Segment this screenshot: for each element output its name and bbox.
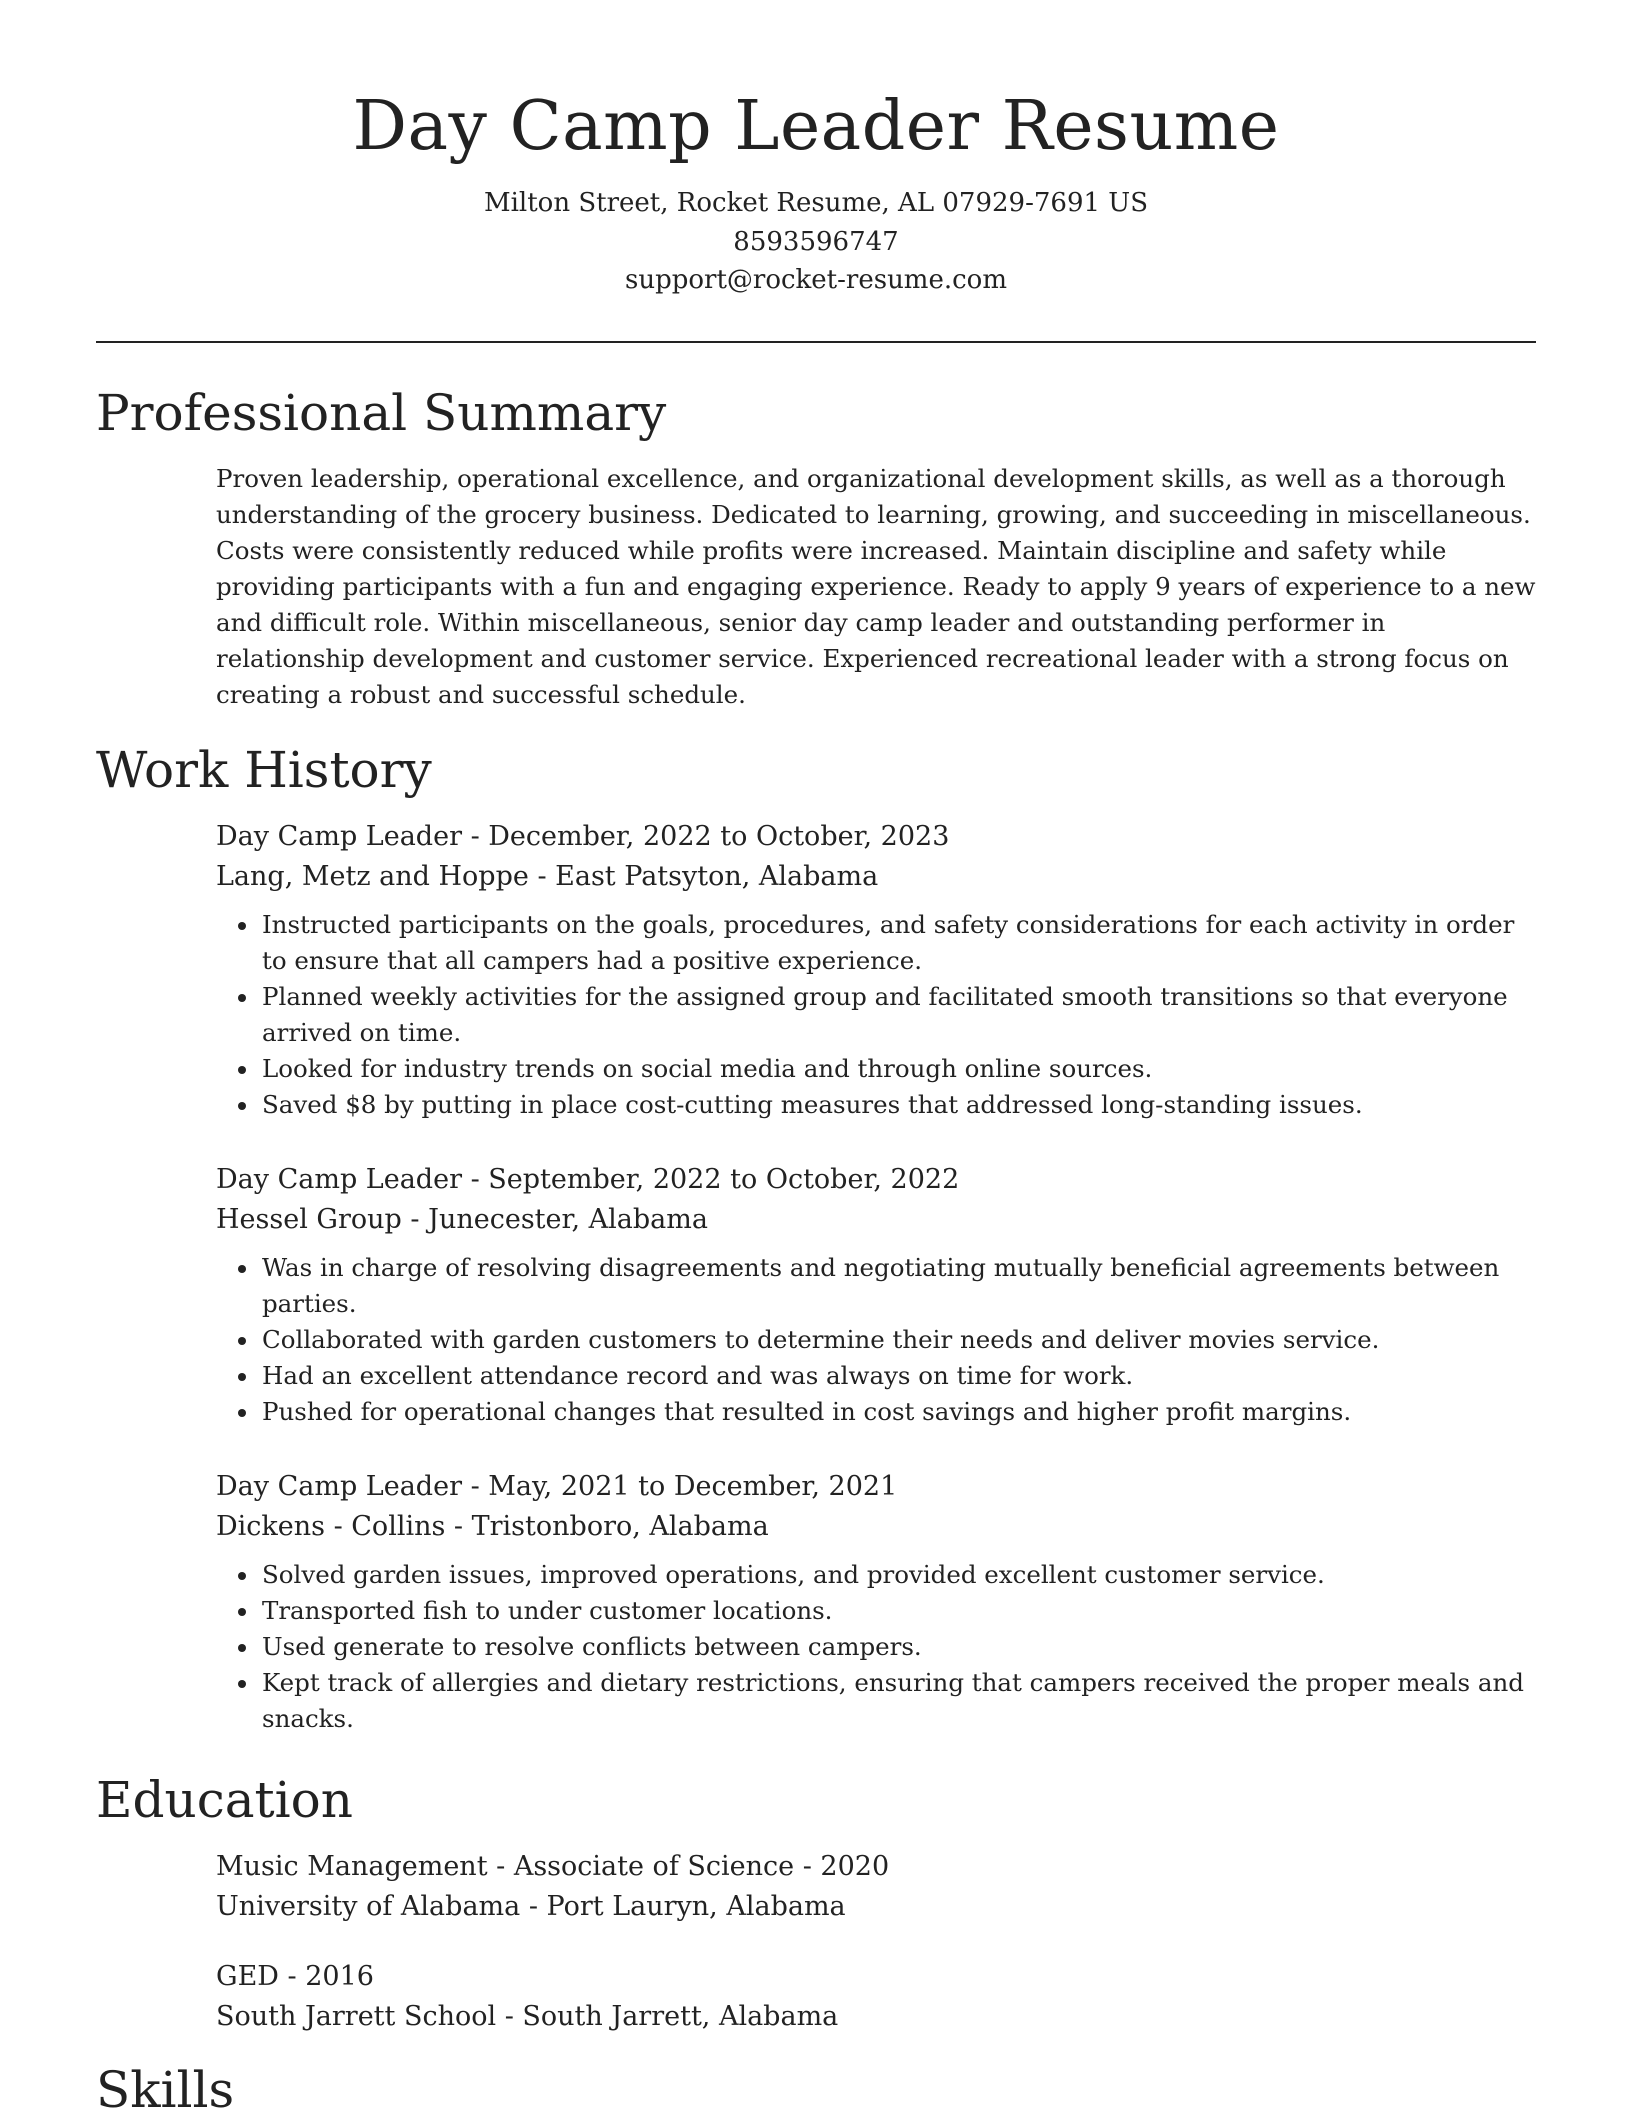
school-location: - South Jarrett, Alabama <box>496 2001 839 2032</box>
job-dates: - May, 2021 to December, 2021 <box>461 1471 898 1502</box>
job-company: Dickens - Collins <box>216 1511 446 1542</box>
job-title-line <box>216 1467 1536 1507</box>
degree-line <box>216 1847 1536 1887</box>
resume-title: Day Camp Leader Resume <box>352 87 1280 166</box>
job-location: - Junecester, Alabama <box>401 1204 708 1235</box>
list-item: • Instructed participants on the goals, procedures, and safety considerations for each activity in order to ensure that all campers had a positive experience. <box>260 907 1536 979</box>
list-item: • Solved garden issues, improved operations, and provided excellent customer service. <box>260 1557 1536 1593</box>
job-company: Lang, Metz and Hoppe <box>216 861 529 892</box>
job-role: Day Camp Leader <box>216 1164 462 1195</box>
list-item: • Looked for industry trends on social media and through online sources. <box>260 1051 1536 1087</box>
summary-text: Proven leadership, operational excellence, and organizational development skills, as well as a thorough understanding of the grocery business. Dedicated to learning, growing, and succeeding in miscellaneous. Costs were consistently reduced while profits were increased. Maintain discipline and safety while providing participants with a fun and engaging experience. Ready to apply 9 years of experience to a new and difficult role. Within miscellaneous, senior day camp leader and outstanding performer in relationship development and customer service. Experienced recreational leader with a strong focus on creating a robust and successful schedule. <box>216 464 1536 709</box>
job-role: Day Camp Leader <box>216 821 462 852</box>
header-divider <box>96 341 1536 343</box>
job-bullets <box>216 907 1536 1123</box>
list-item: • Had an excellent attendance record and was always on time for work. <box>260 1358 1536 1394</box>
job-location: - Tristonboro, Alabama <box>445 1511 769 1542</box>
skills-heading: Skills <box>96 2061 235 2119</box>
degree-year: - 2016 <box>278 1961 374 1992</box>
summary-section <box>216 461 1536 713</box>
summary-heading: Professional Summary <box>96 384 667 442</box>
job-entry <box>216 1467 1536 1737</box>
list-item: • Was in charge of resolving disagreements and negotiating mutually beneficial agreements between parties. <box>260 1250 1536 1322</box>
list-item: • Pushed for operational changes that resulted in cost savings and higher profit margins. <box>260 1394 1536 1430</box>
school: University of Alabama <box>216 1891 521 1922</box>
job-company: Hessel Group <box>216 1204 402 1235</box>
degree: GED <box>216 1961 279 1992</box>
job-company-line <box>216 857 1536 897</box>
list-item: • Used generate to resolve conflicts between campers. <box>260 1629 1536 1665</box>
job-title-line <box>216 1160 1536 1200</box>
list-item: • Transported fish to under customer locations. <box>260 1593 1536 1629</box>
education-entry <box>216 1847 1536 1927</box>
list-item: • Kept track of allergies and dietary restrictions, ensuring that campers received the proper meals and snacks. <box>260 1665 1536 1737</box>
job-company-line <box>216 1507 1536 1547</box>
education-entry <box>216 1957 1536 2037</box>
job-bullets <box>216 1250 1536 1430</box>
list-item: • Planned weekly activities for the assigned group and facilitated smooth transitions so that everyone arrived on time. <box>260 979 1536 1051</box>
work-history-heading: Work History <box>96 741 432 799</box>
job-title-line <box>216 817 1536 857</box>
job-location: - East Patsyton, Alabama <box>528 861 879 892</box>
job-bullets <box>216 1557 1536 1737</box>
resume-header <box>0 0 1632 300</box>
list-item: • Saved $8 by putting in place cost-cutting measures that addressed long-standing issues. <box>260 1087 1536 1123</box>
school-line <box>216 1887 1536 1927</box>
address: Milton Street, Rocket Resume, AL 07929-7691 US <box>483 188 1149 218</box>
job-dates: - September, 2022 to October, 2022 <box>461 1164 960 1195</box>
school-location: - Port Lauryn, Alabama <box>520 1891 846 1922</box>
degree: Music Management - Associate of Science <box>216 1851 795 1882</box>
phone: 8593596747 <box>733 226 899 257</box>
job-entry <box>216 817 1536 1123</box>
school-line <box>216 1997 1536 2037</box>
contact-info <box>0 184 1632 300</box>
degree-line <box>216 1957 1536 1997</box>
school: South Jarrett School <box>216 2001 497 2032</box>
list-item: • Collaborated with garden customers to determine their needs and deliver movies service. <box>260 1322 1536 1358</box>
education-heading: Education <box>96 1771 353 1829</box>
degree-year: - 2020 <box>794 1851 890 1882</box>
job-company-line <box>216 1200 1536 1240</box>
email: support@rocket-resume.com <box>624 265 1007 295</box>
job-role: Day Camp Leader <box>216 1471 462 1502</box>
job-dates: - December, 2022 to October, 2023 <box>461 821 950 852</box>
job-entry <box>216 1160 1536 1430</box>
